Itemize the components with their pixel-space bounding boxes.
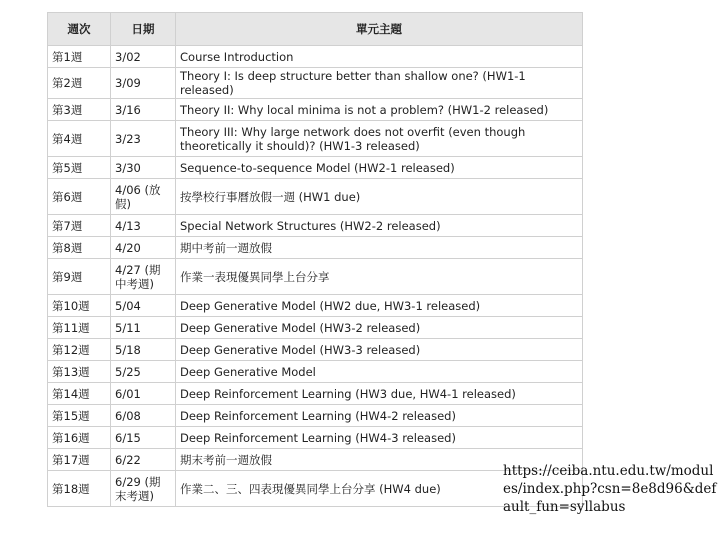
date-cell: 4/06 (放假)	[111, 179, 176, 215]
date-cell: 4/27 (期中考週)	[111, 259, 176, 295]
week-cell: 第17週	[48, 449, 111, 471]
date-cell: 6/08	[111, 405, 176, 427]
week-cell: 第3週	[48, 99, 111, 121]
date-cell: 4/20	[111, 237, 176, 259]
topic-cell: Theory III: Why large network does not overfit (even though theoretically it should)? (HW1-3 released)	[176, 121, 583, 157]
week-cell: 第10週	[48, 295, 111, 317]
table-row	[48, 46, 583, 68]
header-date: 日期	[111, 13, 176, 46]
topic-cell: Course Introduction	[176, 46, 583, 68]
date-cell: 5/18	[111, 339, 176, 361]
topic-cell: Theory I: Is deep structure better than shallow one? (HW1-1 released)	[176, 68, 583, 99]
week-cell: 第5週	[48, 157, 111, 179]
topic-cell: 按學校行事曆放假一週 (HW1 due)	[176, 179, 583, 215]
table-row	[48, 179, 583, 215]
topic-cell: 期末考前一週放假	[176, 449, 583, 471]
week-cell: 第11週	[48, 317, 111, 339]
date-cell: 3/16	[111, 99, 176, 121]
table-row	[48, 427, 583, 449]
header-row	[48, 13, 583, 46]
table-row	[48, 317, 583, 339]
week-cell: 第16週	[48, 427, 111, 449]
table-row	[48, 157, 583, 179]
topic-cell: Deep Generative Model (HW3-3 released)	[176, 339, 583, 361]
date-cell: 6/29 (期末考週)	[111, 471, 176, 507]
header-topic: 單元主題	[176, 13, 583, 46]
date-cell: 3/23	[111, 121, 176, 157]
week-cell: 第1週	[48, 46, 111, 68]
date-cell: 6/22	[111, 449, 176, 471]
week-cell: 第6週	[48, 179, 111, 215]
table-row	[48, 237, 583, 259]
topic-cell: 作業二、三、四表現優異同學上台分享 (HW4 due)	[176, 471, 583, 507]
table-row	[48, 361, 583, 383]
header-week: 週次	[48, 13, 111, 46]
table-body	[48, 46, 583, 507]
topic-cell: Deep Reinforcement Learning (HW4-2 released)	[176, 405, 583, 427]
week-cell: 第12週	[48, 339, 111, 361]
table-row	[48, 68, 583, 99]
syllabus-table	[47, 12, 583, 507]
topic-cell: Sequence-to-sequence Model (HW2-1 released)	[176, 157, 583, 179]
date-cell: 5/04	[111, 295, 176, 317]
date-cell: 3/02	[111, 46, 176, 68]
week-cell: 第7週	[48, 215, 111, 237]
week-cell: 第13週	[48, 361, 111, 383]
date-cell: 5/11	[111, 317, 176, 339]
topic-cell: Special Network Structures (HW2-2 released)	[176, 215, 583, 237]
topic-cell: Deep Generative Model (HW2 due, HW3-1 released)	[176, 295, 583, 317]
table-row	[48, 215, 583, 237]
topic-cell: Theory II: Why local minima is not a problem? (HW1-2 released)	[176, 99, 583, 121]
week-cell: 第9週	[48, 259, 111, 295]
week-cell: 第2週	[48, 68, 111, 99]
table-row	[48, 121, 583, 157]
syllabus-url[interactable]: https://ceiba.ntu.edu.tw/modules/index.php?csn=8e8d96&default_fun=syllabus	[503, 463, 717, 515]
week-cell: 第4週	[48, 121, 111, 157]
topic-cell: Deep Generative Model (HW3-2 released)	[176, 317, 583, 339]
date-cell: 4/13	[111, 215, 176, 237]
date-cell: 5/25	[111, 361, 176, 383]
table-row	[48, 339, 583, 361]
week-cell: 第18週	[48, 471, 111, 507]
week-cell: 第8週	[48, 237, 111, 259]
topic-cell: Deep Reinforcement Learning (HW4-3 released)	[176, 427, 583, 449]
table-header	[48, 13, 583, 46]
topic-cell: Deep Generative Model	[176, 361, 583, 383]
week-cell: 第14週	[48, 383, 111, 405]
date-cell: 3/30	[111, 157, 176, 179]
table-row	[48, 99, 583, 121]
date-cell: 3/09	[111, 68, 176, 99]
topic-cell: Deep Reinforcement Learning (HW3 due, HW4-1 released)	[176, 383, 583, 405]
week-cell: 第15週	[48, 405, 111, 427]
table-row	[48, 259, 583, 295]
table-row	[48, 405, 583, 427]
date-cell: 6/15	[111, 427, 176, 449]
date-cell: 6/01	[111, 383, 176, 405]
table-row	[48, 295, 583, 317]
topic-cell: 期中考前一週放假	[176, 237, 583, 259]
topic-cell: 作業一表現優異同學上台分享	[176, 259, 583, 295]
table-row	[48, 383, 583, 405]
